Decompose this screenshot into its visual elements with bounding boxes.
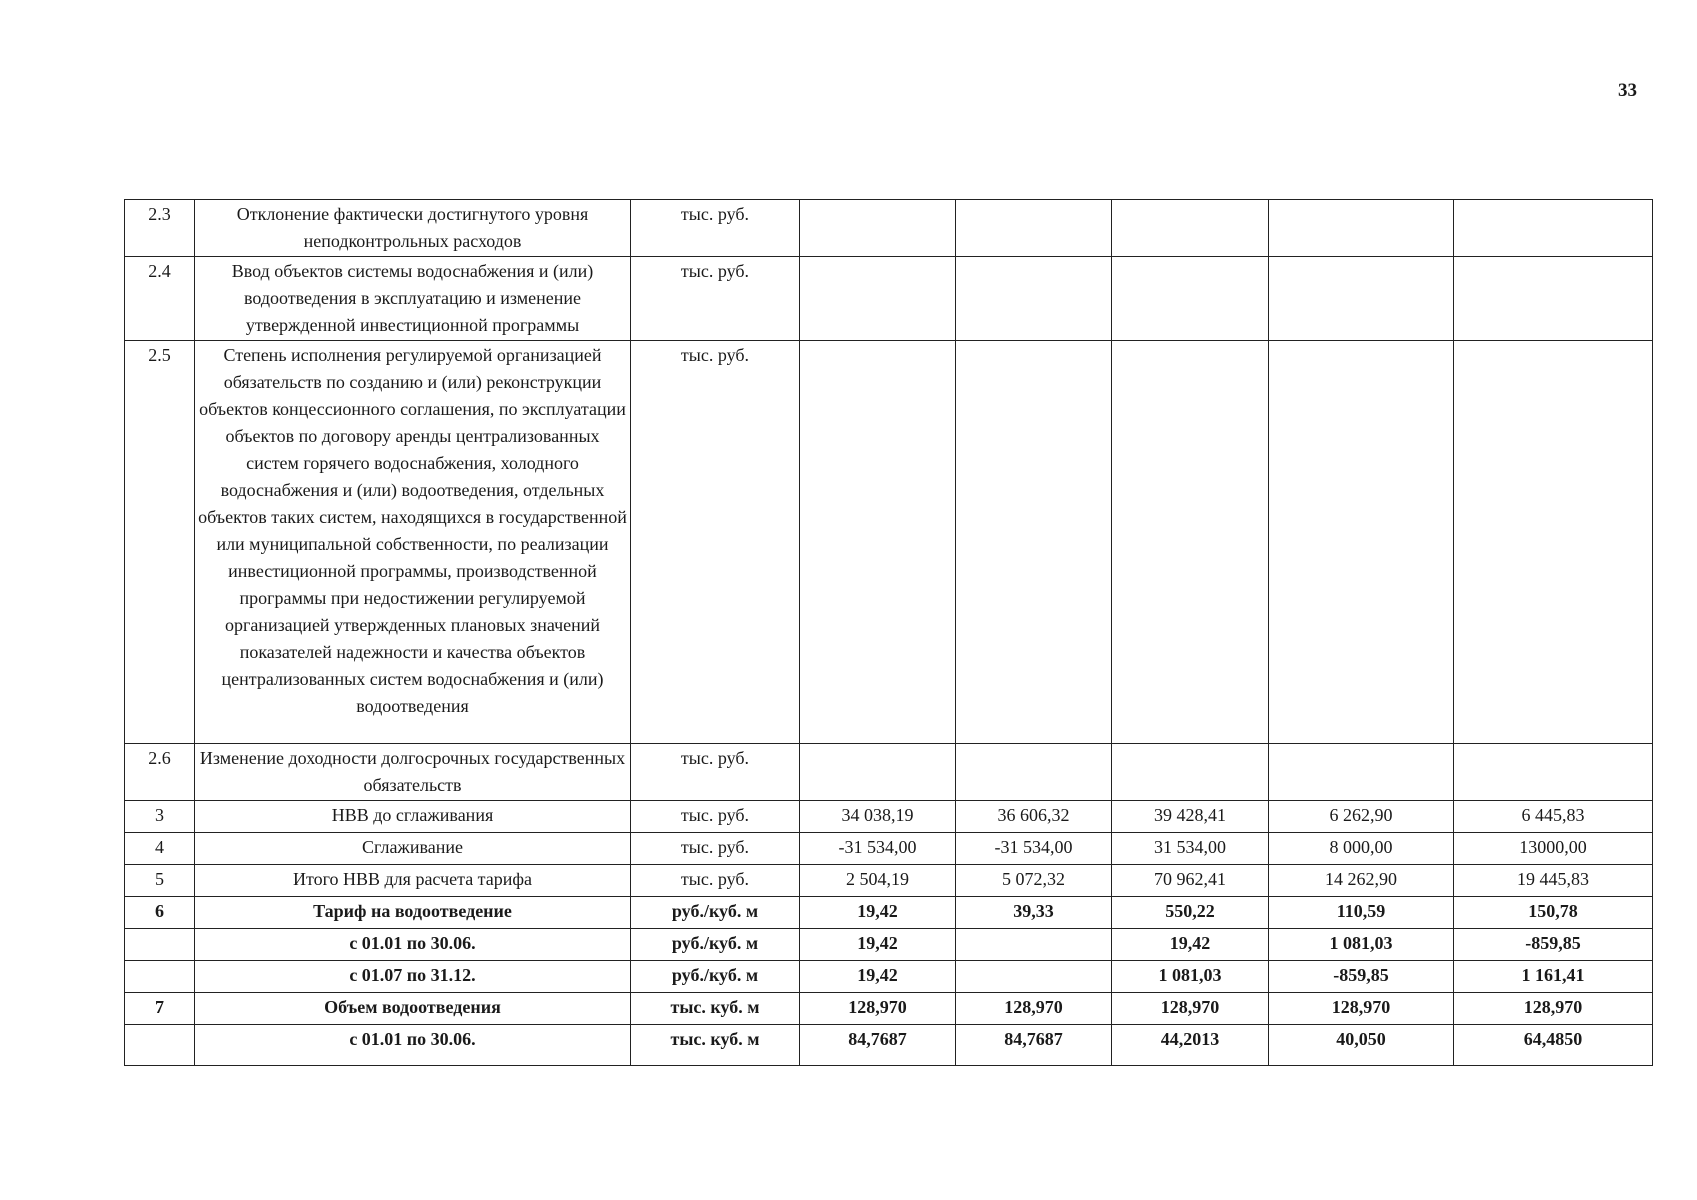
value-cell: 128,970 [1454, 993, 1653, 1025]
table-row [125, 801, 1653, 833]
value-cell: 64,4850 [1454, 1025, 1653, 1066]
table-row [125, 961, 1653, 993]
row-unit: тыс. куб. м [631, 1025, 800, 1066]
value-cell: 128,970 [800, 993, 956, 1025]
row-name: Отклонение фактически достигнутого уровня неподконтрольных расходов [195, 200, 631, 257]
value-cell [1454, 257, 1653, 341]
row-unit: тыс. руб. [631, 744, 800, 801]
row-unit: тыс. руб. [631, 341, 800, 744]
value-cell: 40,050 [1269, 1025, 1454, 1066]
value-cell [956, 341, 1112, 744]
row-name: Сглаживание [195, 833, 631, 865]
value-cell: 39,33 [956, 897, 1112, 929]
value-cell: 39 428,41 [1112, 801, 1269, 833]
row-name: с 01.01 по 30.06. [195, 929, 631, 961]
table-row [125, 865, 1653, 897]
value-cell [1454, 341, 1653, 744]
table-row [125, 897, 1653, 929]
row-unit: тыс. куб. м [631, 993, 800, 1025]
value-cell: -859,85 [1454, 929, 1653, 961]
value-cell: 19,42 [1112, 929, 1269, 961]
value-cell [1112, 744, 1269, 801]
table-row [125, 200, 1653, 257]
row-name: Итого НВВ для расчета тарифа [195, 865, 631, 897]
table-row [125, 1025, 1653, 1066]
row-name: НВВ до сглаживания [195, 801, 631, 833]
row-number [125, 961, 195, 993]
table-row [125, 993, 1653, 1025]
table-row [125, 833, 1653, 865]
value-cell: 5 072,32 [956, 865, 1112, 897]
value-cell: 84,7687 [800, 1025, 956, 1066]
value-cell: 19,42 [800, 961, 956, 993]
row-unit: тыс. руб. [631, 200, 800, 257]
value-cell: 6 262,90 [1269, 801, 1454, 833]
row-number [125, 929, 195, 961]
value-cell: 19,42 [800, 929, 956, 961]
value-cell: 128,970 [1112, 993, 1269, 1025]
value-cell [800, 341, 956, 744]
value-cell: 1 081,03 [1269, 929, 1454, 961]
value-cell: 19,42 [800, 897, 956, 929]
row-number: 7 [125, 993, 195, 1025]
table-body [125, 200, 1653, 1066]
value-cell: 8 000,00 [1269, 833, 1454, 865]
value-cell: 70 962,41 [1112, 865, 1269, 897]
row-name: Ввод объектов системы водоснабжения и (или) водоотведения в эксплуатацию и изменение утвержденной инвестиционной программы [195, 257, 631, 341]
value-cell: 6 445,83 [1454, 801, 1653, 833]
row-name: Степень исполнения регулируемой организацией обязательств по созданию и (или) реконструкции объектов концессионного соглашения, по эксплуатации объектов по договору аренды централизованных систем горячего водоснабжения, холодного водоснабжения и (или) водоотведения, отдельных объектов таких систем, находящихся в государственной или муниципальной собственности, по реализации инвестиционной программы, производственной программы при недостижении регулируемой организацией утвержденных плановых значений показателей надежности и качества объектов централизованных систем водоснабжения и (или) водоотведения [195, 341, 631, 744]
row-name: Изменение доходности долгосрочных государственных обязательств [195, 744, 631, 801]
value-cell [956, 961, 1112, 993]
row-number: 5 [125, 865, 195, 897]
value-cell [956, 744, 1112, 801]
value-cell: 110,59 [1269, 897, 1454, 929]
value-cell [800, 200, 956, 257]
row-number: 2.4 [125, 257, 195, 341]
value-cell: 150,78 [1454, 897, 1653, 929]
value-cell: 34 038,19 [800, 801, 956, 833]
row-unit: руб./куб. м [631, 929, 800, 961]
value-cell: 31 534,00 [1112, 833, 1269, 865]
row-unit: руб./куб. м [631, 961, 800, 993]
tariff-table [124, 199, 1653, 1066]
value-cell: -859,85 [1269, 961, 1454, 993]
value-cell: 44,2013 [1112, 1025, 1269, 1066]
value-cell [1454, 200, 1653, 257]
value-cell: 550,22 [1112, 897, 1269, 929]
row-name: с 01.01 по 30.06. [195, 1025, 631, 1066]
page-number: 33 [1618, 80, 1637, 101]
value-cell: -31 534,00 [956, 833, 1112, 865]
value-cell [1269, 257, 1454, 341]
value-cell [1112, 200, 1269, 257]
row-unit: тыс. руб. [631, 865, 800, 897]
table-row [125, 257, 1653, 341]
value-cell [1269, 744, 1454, 801]
row-unit: тыс. руб. [631, 833, 800, 865]
value-cell: 128,970 [1269, 993, 1454, 1025]
row-number [125, 1025, 195, 1066]
value-cell [1454, 744, 1653, 801]
table-row [125, 929, 1653, 961]
table-row [125, 341, 1653, 744]
row-name: Объем водоотведения [195, 993, 631, 1025]
value-cell [800, 744, 956, 801]
table-row [125, 744, 1653, 801]
value-cell [1269, 200, 1454, 257]
row-name: Тариф на водоотведение [195, 897, 631, 929]
row-name: с 01.07 по 31.12. [195, 961, 631, 993]
value-cell: -31 534,00 [800, 833, 956, 865]
row-number: 2.5 [125, 341, 195, 744]
row-unit: тыс. руб. [631, 257, 800, 341]
row-number: 2.3 [125, 200, 195, 257]
value-cell [956, 257, 1112, 341]
value-cell: 14 262,90 [1269, 865, 1454, 897]
value-cell: 84,7687 [956, 1025, 1112, 1066]
value-cell [800, 257, 956, 341]
row-unit: руб./куб. м [631, 897, 800, 929]
row-unit: тыс. руб. [631, 801, 800, 833]
value-cell: 36 606,32 [956, 801, 1112, 833]
value-cell: 19 445,83 [1454, 865, 1653, 897]
value-cell [956, 200, 1112, 257]
value-cell [956, 929, 1112, 961]
value-cell: 1 161,41 [1454, 961, 1653, 993]
value-cell: 1 081,03 [1112, 961, 1269, 993]
row-number: 3 [125, 801, 195, 833]
value-cell: 13000,00 [1454, 833, 1653, 865]
value-cell [1112, 341, 1269, 744]
row-number: 6 [125, 897, 195, 929]
row-number: 2.6 [125, 744, 195, 801]
value-cell [1269, 341, 1454, 744]
value-cell: 2 504,19 [800, 865, 956, 897]
value-cell [1112, 257, 1269, 341]
value-cell: 128,970 [956, 993, 1112, 1025]
row-number: 4 [125, 833, 195, 865]
